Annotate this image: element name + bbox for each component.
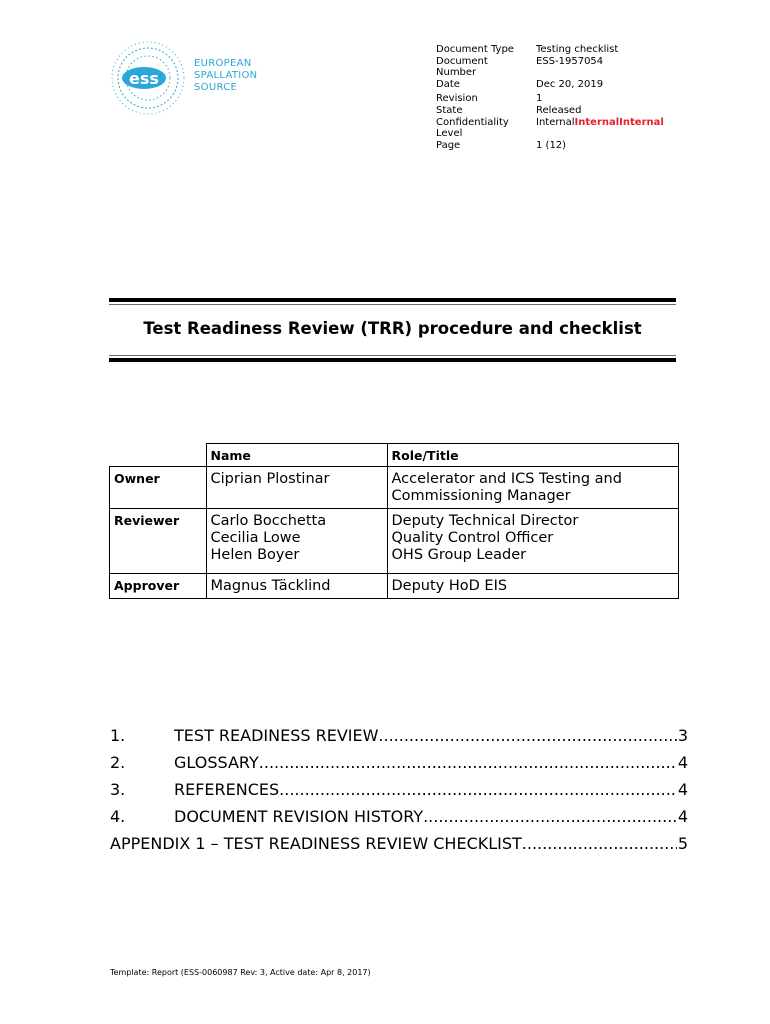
table-row-reviewer: [110, 509, 679, 574]
toc-page: 4: [677, 807, 688, 826]
toc-leader: [259, 753, 677, 772]
logo-wordmark: [194, 58, 257, 94]
toc-number: 4.: [110, 807, 126, 826]
meta-document-type: Testing checklist: [536, 44, 619, 55]
meta-row-date: [436, 79, 696, 91]
toc-page: 4: [677, 753, 688, 772]
meta-row-revision: [436, 93, 696, 105]
meta-row-number: [436, 56, 696, 79]
toc-leader: [522, 834, 677, 853]
title-rule-bottom: [109, 358, 676, 362]
meta-label: State: [436, 104, 463, 116]
title-rule-top: [109, 298, 676, 302]
meta-label: Revision: [436, 93, 478, 105]
approver-roles: Deputy HoD EIS: [387, 574, 678, 599]
logo-line-3: SOURCE: [194, 82, 238, 93]
approvals-header-row: [110, 444, 679, 467]
reviewer-roles: Deputy Technical Director Quality Control Officer OHS Group Leader: [387, 509, 678, 574]
toc-leader: [279, 780, 677, 799]
meta-label: Confidentiality Level: [436, 116, 509, 140]
toc-number: 2.: [110, 753, 126, 772]
toc-entry[interactable]: [110, 780, 688, 807]
meta-revision: 1: [536, 93, 543, 105]
title-rule-bottom-thin: [109, 355, 676, 356]
meta-label: Date: [436, 78, 460, 90]
logo-line-1: EUROPEAN: [194, 58, 252, 69]
meta-row-page: [436, 140, 696, 152]
toc-number: 3.: [110, 780, 126, 799]
meta-label: Page: [436, 139, 461, 151]
approver-names: Magnus Täcklind: [206, 574, 387, 599]
title-rule-top-thin: [109, 304, 676, 305]
table-of-contents: [110, 726, 688, 861]
column-header-role: Role/Title: [387, 444, 678, 467]
meta-label: Document Number: [436, 55, 488, 79]
toc-leader: [378, 726, 676, 745]
toc-entry[interactable]: [110, 726, 688, 753]
toc-leader: [423, 807, 677, 826]
ess-logo: [108, 40, 268, 120]
toc-number: 1.: [110, 726, 126, 745]
row-label-reviewer: Reviewer: [110, 509, 207, 574]
toc-entry[interactable]: [110, 753, 688, 780]
table-row-approver: [110, 574, 679, 599]
toc-entry-appendix[interactable]: [110, 834, 688, 861]
toc-title: REFERENCES: [174, 780, 280, 799]
meta-document-number: ESS-1957054: [536, 55, 604, 67]
meta-row-type: [436, 44, 696, 56]
owner-names: Ciprian Plostinar: [206, 467, 387, 509]
toc-entry[interactable]: [110, 807, 688, 834]
approvals-table: [109, 443, 679, 599]
column-header-name: Name: [206, 444, 387, 467]
logo-line-2: SPALLATION: [194, 70, 258, 81]
toc-title: APPENDIX 1 – TEST READINESS REVIEW CHECKLIST: [110, 834, 522, 853]
owner-roles: Accelerator and ICS Testing and Commissioning Manager: [387, 467, 678, 509]
meta-row-state: [436, 105, 696, 117]
meta-label: Document Type: [436, 44, 514, 55]
reviewer-names: Carlo Bocchetta Cecilia Lowe Helen Boyer: [206, 509, 387, 574]
document-title: Test Readiness Review (TRR) procedure and checklist: [143, 319, 642, 338]
toc-title: DOCUMENT REVISION HISTORY: [174, 807, 424, 826]
row-label-approver: Approver: [110, 574, 207, 599]
meta-row-confidentiality: [436, 117, 696, 140]
table-corner: [110, 444, 207, 467]
toc-page: 4: [677, 780, 688, 799]
toc-title: TEST READINESS REVIEW: [174, 726, 379, 745]
toc-title: GLOSSARY: [174, 753, 259, 772]
template-footer: Template: Report (ESS-0060987 Rev: 3, Active date: Apr 8, 2017): [110, 968, 371, 977]
toc-page: 5: [677, 834, 688, 853]
ess-logo-mark-icon: [108, 40, 192, 120]
row-label-owner: Owner: [110, 467, 207, 509]
ess-logo-mark-text: ess: [129, 69, 159, 88]
meta-state: Released: [536, 104, 582, 116]
meta-confidentiality: InternalInternalInternal: [536, 116, 664, 128]
meta-page: 1 (12): [536, 139, 567, 151]
meta-date: Dec 20, 2019: [536, 78, 604, 90]
toc-page: 3: [677, 726, 688, 745]
document-metadata: [436, 44, 696, 151]
table-row-owner: [110, 467, 679, 509]
